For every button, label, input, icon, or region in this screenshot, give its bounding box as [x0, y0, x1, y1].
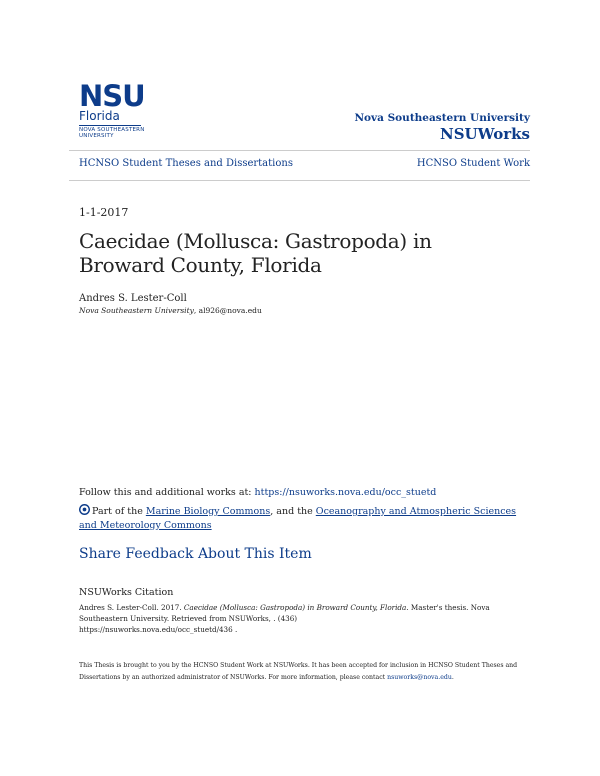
logo-mark: NSU [79, 79, 145, 113]
collection-url-link[interactable]: https://nsuworks.nova.edu/occ_stuetd [254, 487, 437, 498]
document-title: Caecidae (Mollusca: Gastropoda) in Broward County, Florida [79, 229, 432, 277]
citation-rest: . Master's thesis. Nova Southeastern University. Retrieved from NSUWorks, . (436) [79, 603, 490, 623]
part-of-line [79, 504, 519, 533]
author-email: , al926@nova.edu [193, 306, 262, 315]
citation-text [79, 602, 529, 635]
citation-title: Caecidae (Mollusca: Gastropoda) in Broward County, Florida [183, 603, 407, 612]
contact-email-link[interactable]: nsuworks@nova.edu [387, 674, 452, 681]
footer-end: . [451, 674, 454, 681]
citation-lead: Andres S. Lester-Coll. 2017. [79, 603, 184, 612]
footer-text: This Thesis is brought to you by the HCNSO Student Work at NSUWorks. It has been accepted for inclusion in HCNSO Student Theses and Dissertations by an authorized administrator of NSUWorks. For more information, please contact [79, 662, 518, 681]
footer-note [79, 660, 529, 684]
publication-date: 1-1-2017 [79, 206, 129, 219]
divider-top [69, 150, 530, 151]
institution-name[interactable]: Nova Southeastern University [354, 112, 530, 124]
part-of-prefix: Part of the [92, 506, 146, 517]
share-feedback-link[interactable]: Share Feedback About This Item [79, 546, 312, 562]
oceanography-commons-link[interactable]: Oceanography and Atmospheric Sciences and Meteorology Commons [79, 506, 517, 531]
author-affiliation [79, 306, 262, 315]
commons-network-icon [79, 504, 90, 515]
logo-divider [79, 125, 141, 126]
citation-heading: NSUWorks Citation [79, 587, 174, 598]
institution-block [354, 111, 530, 143]
nav-link-theses[interactable]: HCNSO Student Theses and Dissertations [79, 158, 293, 169]
follow-line [79, 487, 436, 498]
nav-link-student-work[interactable]: HCNSO Student Work [416, 158, 530, 169]
affiliation-institution: Nova Southeastern University [79, 306, 194, 315]
part-of-middle: , and the [270, 506, 316, 517]
nsu-florida-logo[interactable] [79, 79, 145, 140]
author-name: Andres S. Lester-Coll [79, 293, 187, 304]
repository-name[interactable]: NSUWorks [440, 125, 530, 143]
logo-florida: Florida [79, 109, 120, 123]
marine-biology-commons-link[interactable]: Marine Biology Commons [145, 506, 271, 517]
logo-line-2: UNIVERSITY [79, 133, 114, 139]
follow-label: Follow this and additional works at: [79, 487, 255, 498]
divider-bottom [69, 180, 530, 181]
citation-url[interactable]: https://nsuworks.nova.edu/occ_stuetd/436 . [79, 625, 238, 634]
logo-line-1: NOVA SOUTHEASTERN [79, 127, 145, 133]
